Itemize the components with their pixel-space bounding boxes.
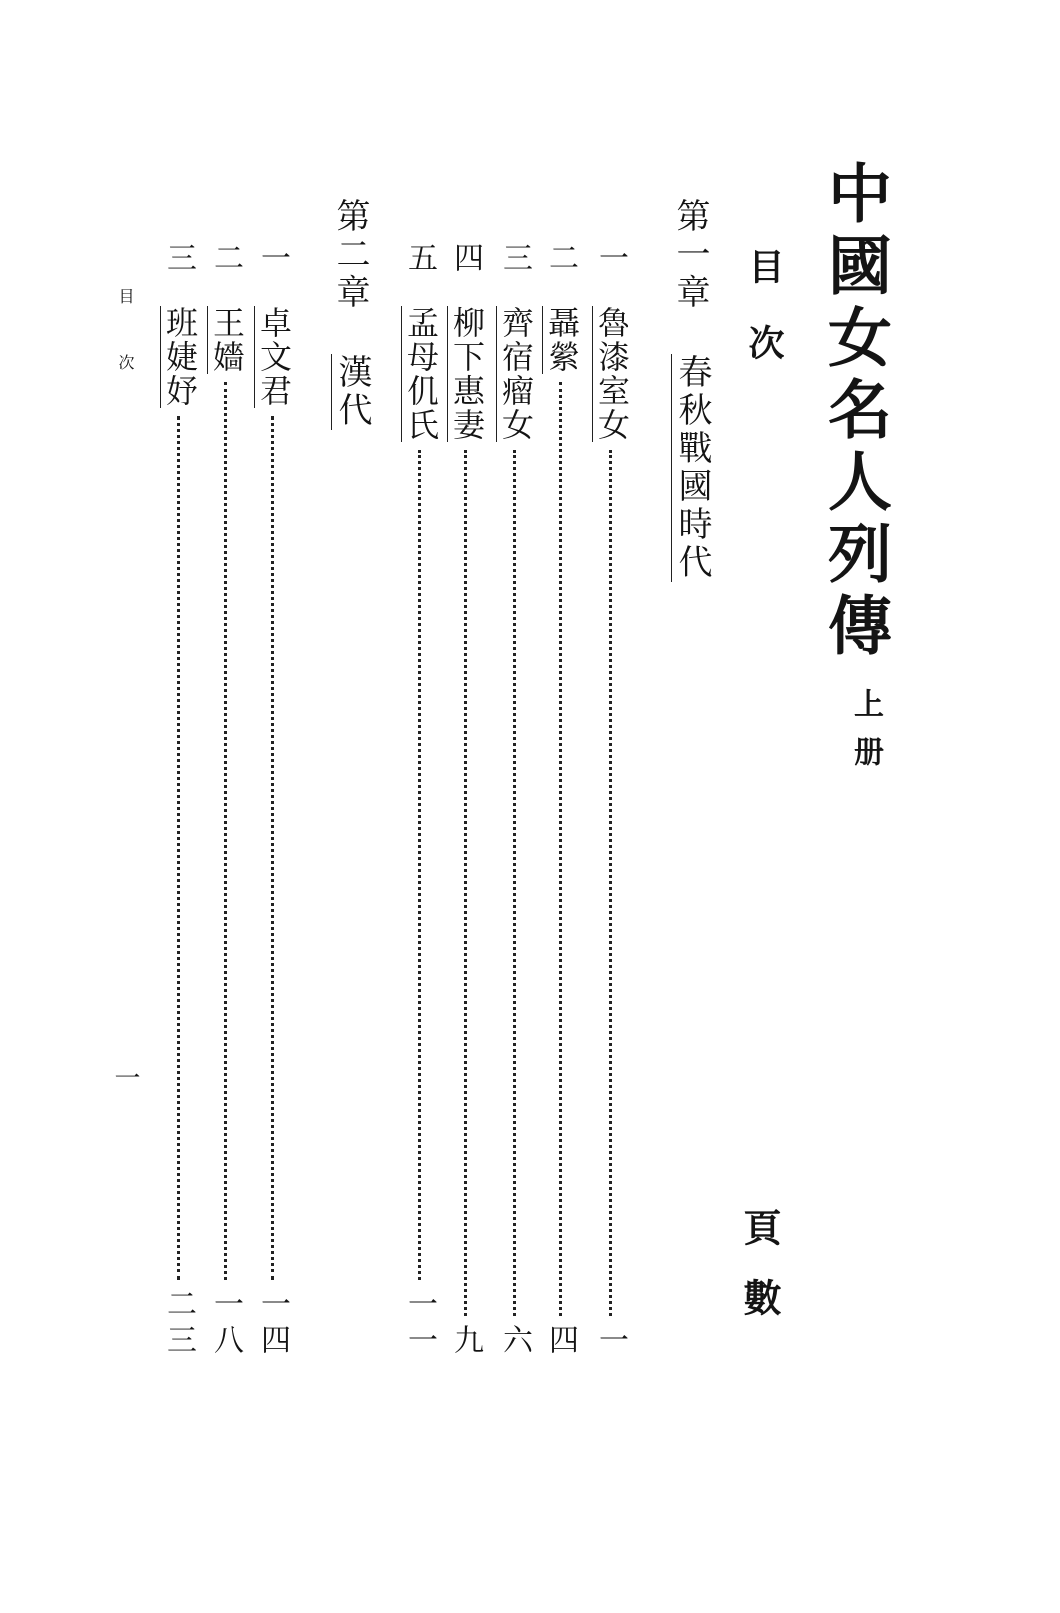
volume-label: 上册 <box>848 688 883 784</box>
entry-number: 三 <box>497 242 532 272</box>
entry-page: 九 <box>448 1324 483 1360</box>
chapter-label: 第二章 <box>330 198 370 312</box>
toc-entry[interactable] <box>397 242 441 1360</box>
page-number-header: 頁數 <box>737 1208 782 1348</box>
entry-page: 四 <box>543 1324 578 1360</box>
toc-entry[interactable] <box>250 242 294 1360</box>
entry-name: 卓文君 <box>255 306 293 408</box>
dot-leader <box>177 416 180 1280</box>
dot-leader <box>513 450 516 1316</box>
chapter-heading <box>668 198 712 582</box>
dot-leader <box>271 416 274 1280</box>
toc-entry[interactable] <box>492 242 536 1360</box>
entry-page: 一 <box>593 1324 628 1360</box>
entry-name: 柳下惠妻 <box>448 306 486 442</box>
entry-number: 二 <box>543 242 578 272</box>
entry-page: 一八 <box>208 1288 243 1360</box>
entry-number: 四 <box>448 242 483 272</box>
entry-page: 六 <box>497 1324 532 1360</box>
toc-heading: 目次 <box>743 248 785 400</box>
entry-number: 三 <box>161 242 196 272</box>
book-title: 中國女名人列傳 <box>817 160 892 664</box>
chapter-name: 春秋戰國時代 <box>672 354 712 582</box>
dot-leader <box>559 382 562 1316</box>
toc-entry[interactable] <box>203 242 247 1360</box>
chapter-label: 第一章 <box>670 198 710 312</box>
entry-name: 魯漆室女 <box>593 306 631 442</box>
entry-name: 王嬙 <box>208 306 246 374</box>
dot-leader <box>609 450 612 1316</box>
entry-page: 一四 <box>255 1288 290 1360</box>
entry-page: 一一 <box>402 1288 437 1360</box>
entry-name: 孟母仉氏 <box>402 306 440 442</box>
entry-page: 二三 <box>161 1288 196 1360</box>
entry-number: 五 <box>402 242 437 272</box>
toc-entry[interactable] <box>156 242 200 1360</box>
entry-number: 一 <box>593 242 628 272</box>
folio-page-number: 一 <box>110 1064 140 1090</box>
toc-entry[interactable] <box>588 242 632 1360</box>
entry-number: 二 <box>208 242 243 272</box>
chapter-heading <box>328 198 372 430</box>
entry-name: 齊宿瘤女 <box>497 306 535 442</box>
chapter-name: 漢代 <box>332 354 372 430</box>
dot-leader <box>224 382 227 1280</box>
dot-leader <box>464 450 467 1316</box>
entry-name: 班婕妤 <box>161 306 199 408</box>
running-header: 目次 <box>116 288 135 420</box>
dot-leader <box>418 450 421 1280</box>
entry-name: 聶縈 <box>543 306 581 374</box>
toc-entry[interactable] <box>443 242 487 1360</box>
toc-entry[interactable] <box>538 242 582 1360</box>
entry-number: 一 <box>255 242 290 272</box>
